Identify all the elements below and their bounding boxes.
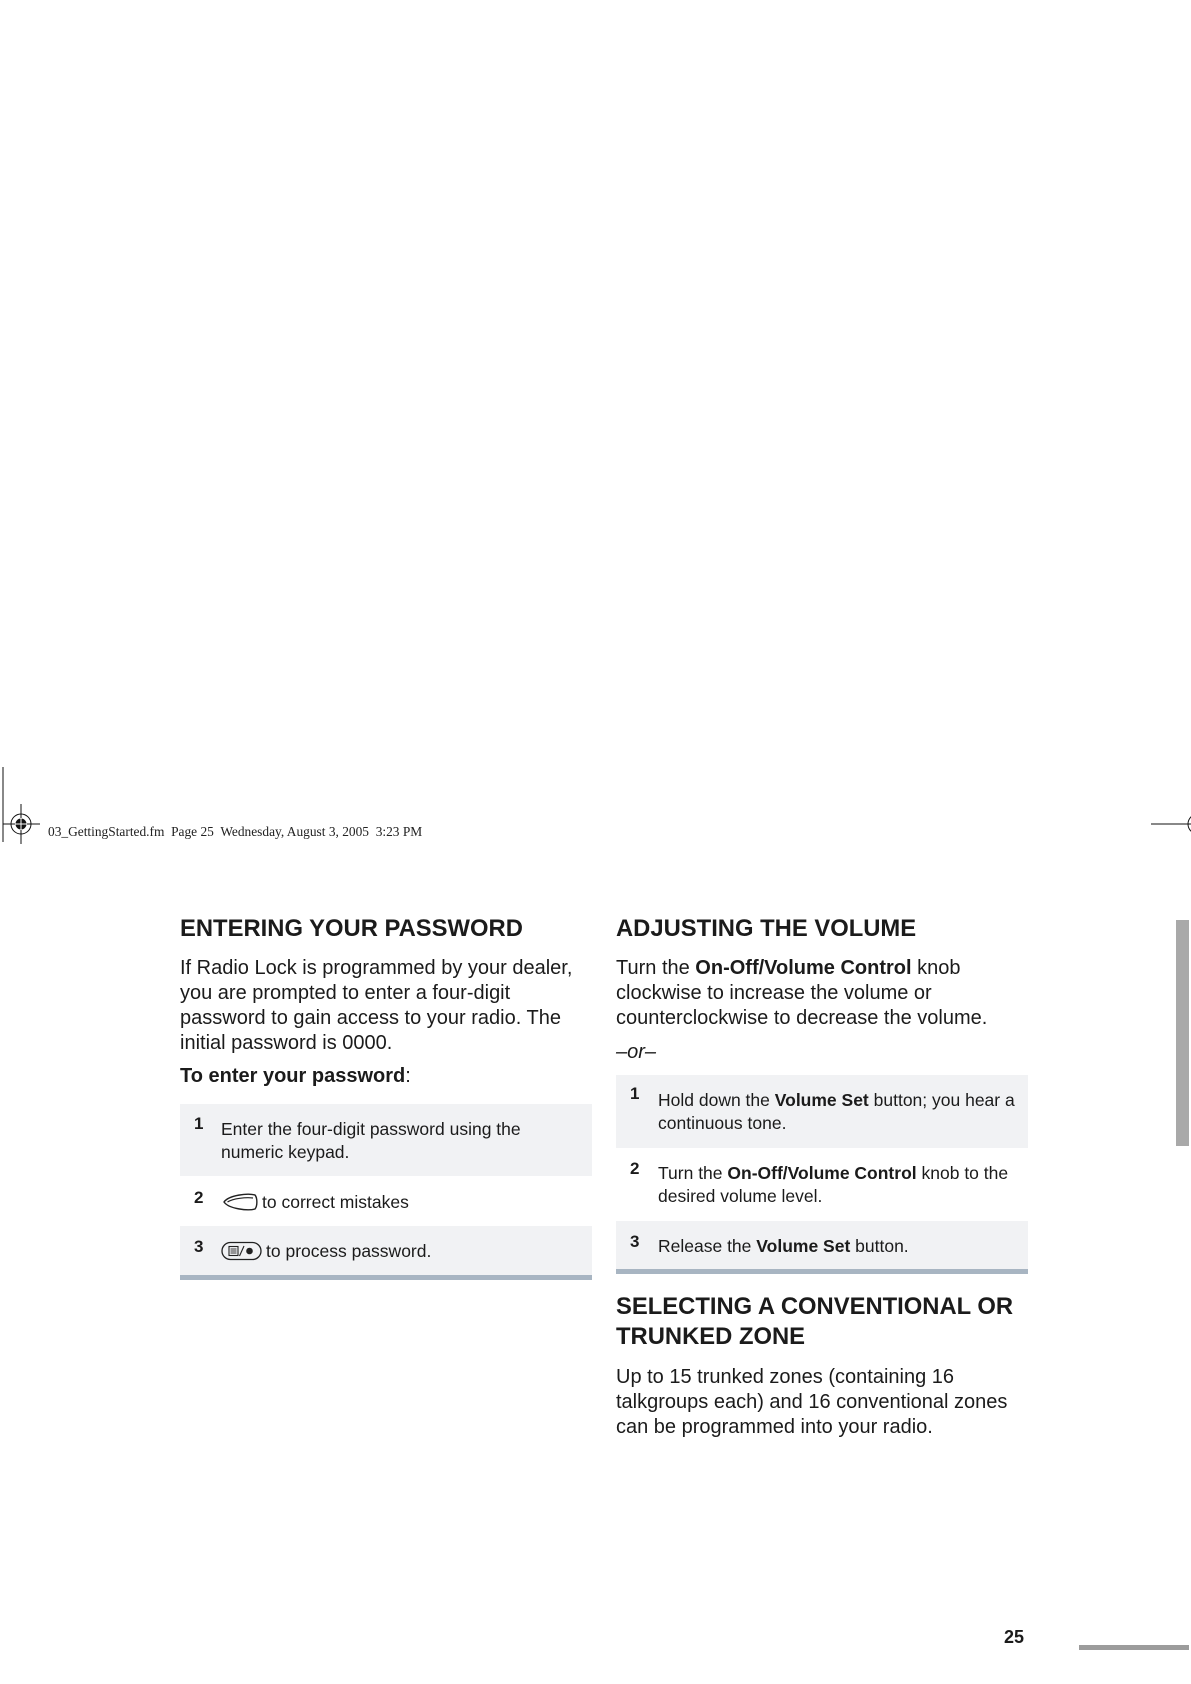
table-rule <box>616 1269 1028 1274</box>
or-separator: –or– <box>616 1041 657 1063</box>
step-text-label: to correct mistakes <box>262 1192 409 1212</box>
procedure-label-text: To enter your password <box>180 1065 406 1087</box>
step-number: 1 <box>630 1084 640 1103</box>
step-number: 3 <box>194 1237 204 1256</box>
step-text <box>658 1089 1026 1134</box>
procedure-label <box>180 1064 592 1089</box>
step-text-bold: Volume Set <box>756 1236 851 1256</box>
step-number: 2 <box>630 1158 640 1178</box>
page-number: 25 <box>1004 1627 1025 1647</box>
footer-bar <box>1079 1645 1189 1650</box>
step-text <box>658 1235 1026 1258</box>
volume-intro <box>616 956 1024 1031</box>
step-text: Enter the four-digit password using the numeric keypad. <box>221 1119 521 1162</box>
step-text-after: button. <box>850 1236 909 1256</box>
print-file-info: 03_GettingStarted.fm Page 25 Wednesday, August 3, 2005 3:23 PM <box>48 824 423 839</box>
step-row <box>616 1221 1028 1269</box>
password-steps-table <box>180 1104 592 1280</box>
step-text-bold: On-Off/Volume Control <box>727 1163 917 1183</box>
section-heading-password: ENTERING YOUR PASSWORD <box>180 915 523 942</box>
clear-key-icon <box>221 1192 258 1212</box>
volume-intro-control: On-Off/Volume Control <box>695 957 912 979</box>
password-intro: If Radio Lock is programmed by your dealer, you are prompted to enter a four-digit password to gain access to your radio. The initial password is 0000. <box>180 957 573 1054</box>
step-text <box>221 1191 571 1214</box>
step-text-after: knob to the desired volume level. <box>658 1163 1009 1206</box>
step-text-before: Turn the <box>658 1163 728 1183</box>
procedure-label-colon: : <box>405 1065 411 1087</box>
step-text-before: Hold down the <box>658 1090 775 1110</box>
table-rule <box>180 1275 592 1280</box>
step-row <box>180 1226 592 1275</box>
zone-intro: Up to 15 trunked zones (containing 16 talkgroups each) and 16 conventional zones can be programmed into your radio. <box>616 1366 1008 1438</box>
step-row <box>180 1104 592 1176</box>
step-text-before: Release the <box>658 1236 757 1256</box>
chapter-side-tab <box>1176 920 1189 1146</box>
step-row <box>616 1148 1028 1221</box>
step-number: 2 <box>194 1187 204 1207</box>
step-row <box>616 1075 1028 1148</box>
section-heading-zone: SELECTING A CONVENTIONAL OR TRUNKED ZONE <box>616 1293 1014 1350</box>
section-heading-volume: ADJUSTING THE VOLUME <box>616 915 917 942</box>
step-text-label: to process password. <box>266 1241 432 1261</box>
step-text-after: button; you hear a continuous tone. <box>658 1090 1015 1133</box>
volume-intro-before: Turn the <box>616 957 696 979</box>
step-text <box>221 1240 571 1263</box>
volume-steps-table <box>616 1075 1028 1274</box>
step-row <box>180 1176 592 1226</box>
step-text <box>658 1162 1026 1207</box>
menu-select-key-icon <box>221 1241 262 1261</box>
registration-mark-left <box>0 760 50 850</box>
step-text-bold: Volume Set <box>774 1090 869 1110</box>
crop-mark-right <box>1140 810 1191 840</box>
step-number: 1 <box>194 1114 204 1133</box>
step-number: 3 <box>630 1231 640 1251</box>
volume-intro-after: knob clockwise to increase the volume or counterclockwise to decrease the volume. <box>616 957 988 1029</box>
